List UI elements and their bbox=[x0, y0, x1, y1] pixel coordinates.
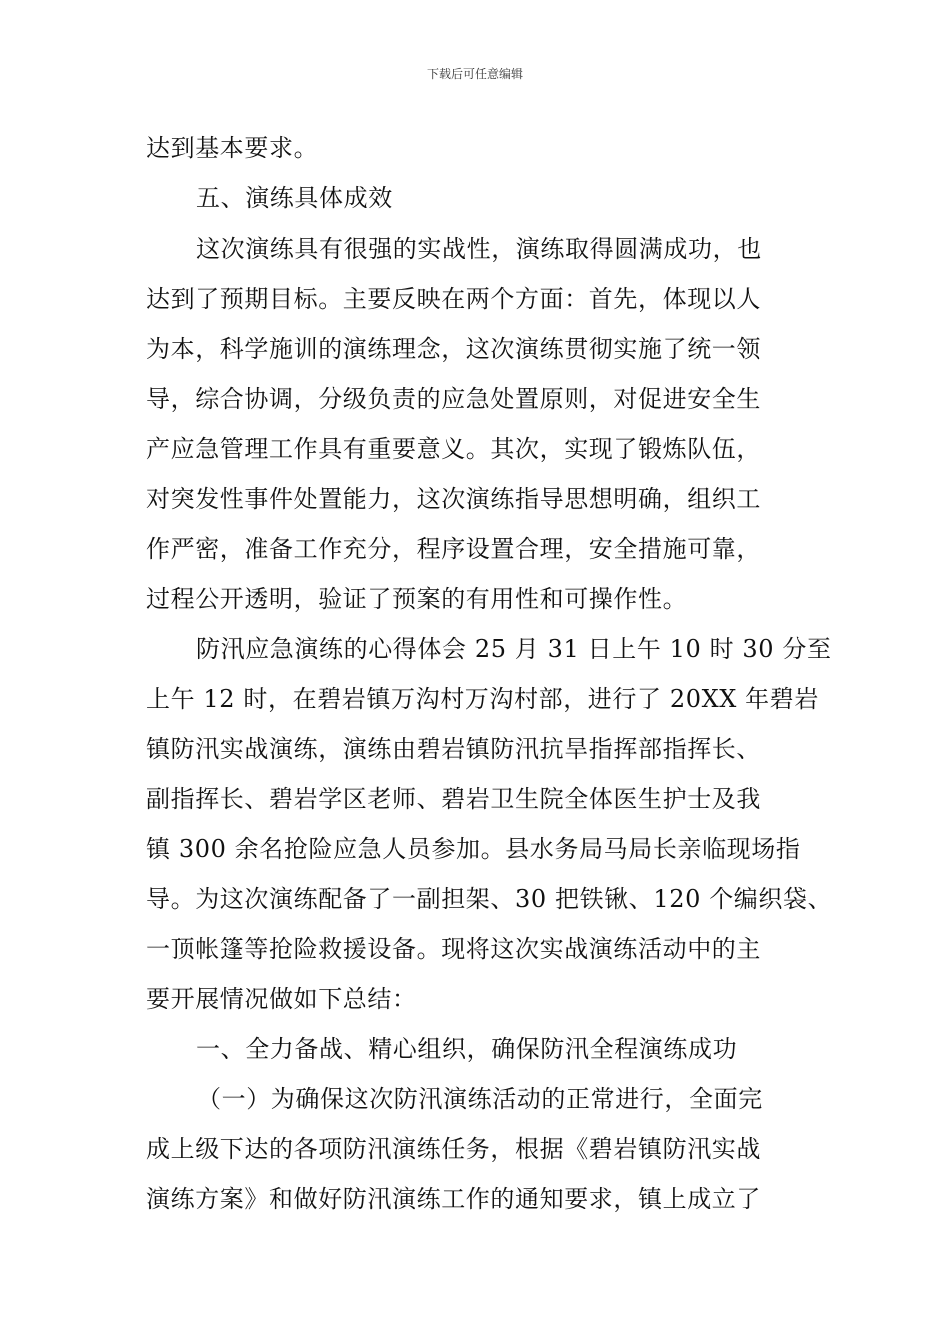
text-line: 作严密，准备工作充分，程序设置合理，安全措施可靠， bbox=[146, 535, 761, 563]
page-header-note: 下载后可任意编辑 bbox=[426, 67, 523, 81]
text-line: 产应急管理工作具有重要意义。其次，实现了锻炼队伍， bbox=[146, 435, 761, 463]
section-heading: 五、演练具体成效 bbox=[196, 184, 393, 212]
text-line: 要开展情况做如下总结： bbox=[146, 985, 417, 1013]
text-line: （一）为确保这次防汛演练活动的正常进行，全面完 bbox=[197, 1085, 763, 1113]
text-line: 导，综合协调，分级负责的应急处置原则，对促进安全生 bbox=[146, 385, 761, 413]
text-line: 对突发性事件处置能力，这次演练指导思想明确，组织工 bbox=[146, 485, 761, 513]
text-line: 达到了预期目标。主要反映在两个方面：首先，体现以人 bbox=[146, 285, 761, 313]
text-line: 一顶帐篷等抢险救援设备。现将这次实战演练活动中的主 bbox=[146, 935, 761, 963]
section-heading: 一、全力备战、精心组织，确保防汛全程演练成功 bbox=[196, 1035, 738, 1063]
text-line: 上午 12 时，在碧岩镇万沟村万沟村部，进行了 20XX 年碧岩 bbox=[146, 685, 819, 713]
text-line: 成上级下达的各项防汛演练任务，根据《碧岩镇防汛实战 bbox=[146, 1135, 761, 1163]
text-line: 为本，科学施训的演练理念，这次演练贯彻实施了统一领 bbox=[146, 335, 761, 363]
text-line: 镇 300 余名抢险应急人员参加。县水务局马局长亲临现场指 bbox=[146, 835, 801, 863]
text-line: 这次演练具有很强的实战性，演练取得圆满成功，也 bbox=[196, 235, 762, 263]
text-line: 镇防汛实战演练，演练由碧岩镇防汛抗旱指挥部指挥长、 bbox=[146, 735, 761, 763]
text-line: 达到基本要求。 bbox=[146, 134, 319, 162]
text-line: 导。为这次演练配备了一副担架、30 把铁锹、120 个编织袋、 bbox=[146, 885, 833, 913]
text-line: 防汛应急演练的心得体会 25 月 31 日上午 10 时 30 分至 bbox=[196, 635, 832, 663]
text-line: 副指挥长、碧岩学区老师、碧岩卫生院全体医生护士及我 bbox=[146, 785, 761, 813]
text-line: 过程公开透明，验证了预案的有用性和可操作性。 bbox=[146, 585, 688, 613]
text-line: 演练方案》和做好防汛演练工作的通知要求，镇上成立了 bbox=[146, 1185, 761, 1213]
